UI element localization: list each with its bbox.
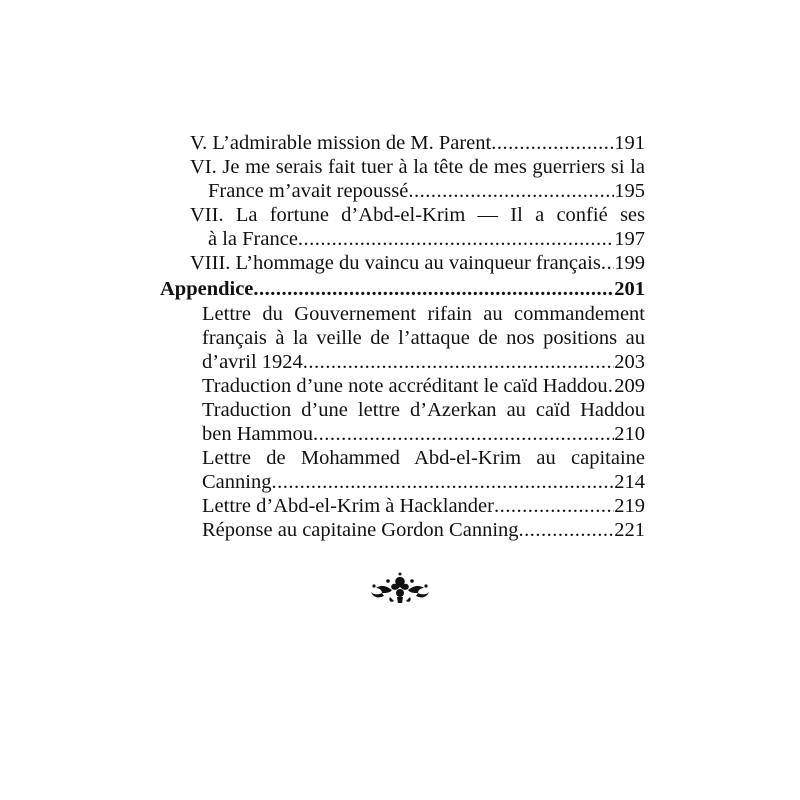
appendix-item-3 bbox=[160, 422, 645, 446]
toc-page-number: 199 bbox=[614, 252, 645, 274]
floral-ornament-icon bbox=[368, 571, 432, 607]
toc-entry-v bbox=[160, 131, 645, 155]
toc-page-number: 197 bbox=[614, 228, 645, 250]
toc-entry-title: Traduction d’une note accréditant le caïd Haddou bbox=[202, 375, 608, 397]
toc-entry-title: à la France bbox=[208, 228, 298, 250]
toc-entry-title: d’avril 1924 bbox=[202, 351, 303, 373]
toc-page-number: 201 bbox=[614, 278, 645, 300]
dot-leader bbox=[271, 470, 614, 494]
toc-page-number: 221 bbox=[614, 519, 645, 541]
appendix-heading: Appendice bbox=[160, 278, 254, 300]
toc-page-number: 219 bbox=[614, 495, 645, 517]
dot-leader bbox=[491, 131, 614, 155]
dot-leader bbox=[494, 494, 614, 518]
toc-entry-title: V. L’admirable mission de M. Parent bbox=[190, 132, 492, 154]
toc-entry-viii bbox=[160, 251, 645, 275]
toc-entry-title: Réponse au capitaine Gordon Canning bbox=[202, 519, 519, 541]
toc-entry-vi bbox=[160, 179, 645, 203]
appendix-item-2 bbox=[160, 374, 645, 398]
appendix-item-4-line1: Lettre de Mohammed Abd-el-Krim au capitaine bbox=[202, 447, 645, 469]
appendix-item-1-line2: français à la veille de l’attaque de nos positions au bbox=[202, 327, 645, 349]
appendix-item-5 bbox=[160, 494, 645, 518]
toc-entry-appendix bbox=[160, 277, 645, 301]
toc-entry-title: ben Hammou bbox=[202, 423, 314, 445]
toc-page-number: 210 bbox=[614, 423, 645, 445]
toc-page-number: 195 bbox=[614, 180, 645, 202]
appendix-item-1 bbox=[160, 350, 645, 374]
dot-leader bbox=[253, 277, 614, 301]
table-of-contents bbox=[160, 131, 645, 542]
toc-entry-vii bbox=[160, 227, 645, 251]
dot-leader bbox=[601, 251, 614, 275]
dot-leader bbox=[408, 179, 614, 203]
toc-entry-title: Canning bbox=[202, 471, 272, 493]
toc-page-number: 191 bbox=[614, 132, 645, 154]
dot-leader bbox=[298, 227, 614, 251]
appendix-item-1-line1: Lettre du Gouvernement rifain au commandement bbox=[202, 303, 645, 325]
dot-leader bbox=[519, 518, 615, 542]
toc-page-number: 214 bbox=[614, 471, 645, 493]
dot-leader bbox=[303, 350, 614, 374]
toc-entry-title: Lettre d’Abd-el-Krim à Hacklander bbox=[202, 495, 494, 517]
toc-entry-title: France m’avait repoussé bbox=[208, 180, 409, 202]
toc-entry-vii-line1: VII. La fortune d’Abd-el-Krim — Il a confié ses bbox=[190, 204, 645, 226]
toc-entry-vi-line1: VI. Je me serais fait tuer à la tête de mes guerriers si la bbox=[190, 156, 645, 178]
appendix-item-6 bbox=[160, 518, 645, 542]
appendix-item-4 bbox=[160, 470, 645, 494]
appendix-item-3-line1: Traduction d’une lettre d’Azerkan au caïd Haddou bbox=[202, 399, 645, 421]
toc-page-number: 209 bbox=[614, 375, 645, 397]
toc-page-number: 203 bbox=[614, 351, 645, 373]
toc-entry-title: VIII. L’hommage du vaincu au vainqueur français bbox=[190, 252, 601, 274]
dot-leader bbox=[313, 422, 614, 446]
